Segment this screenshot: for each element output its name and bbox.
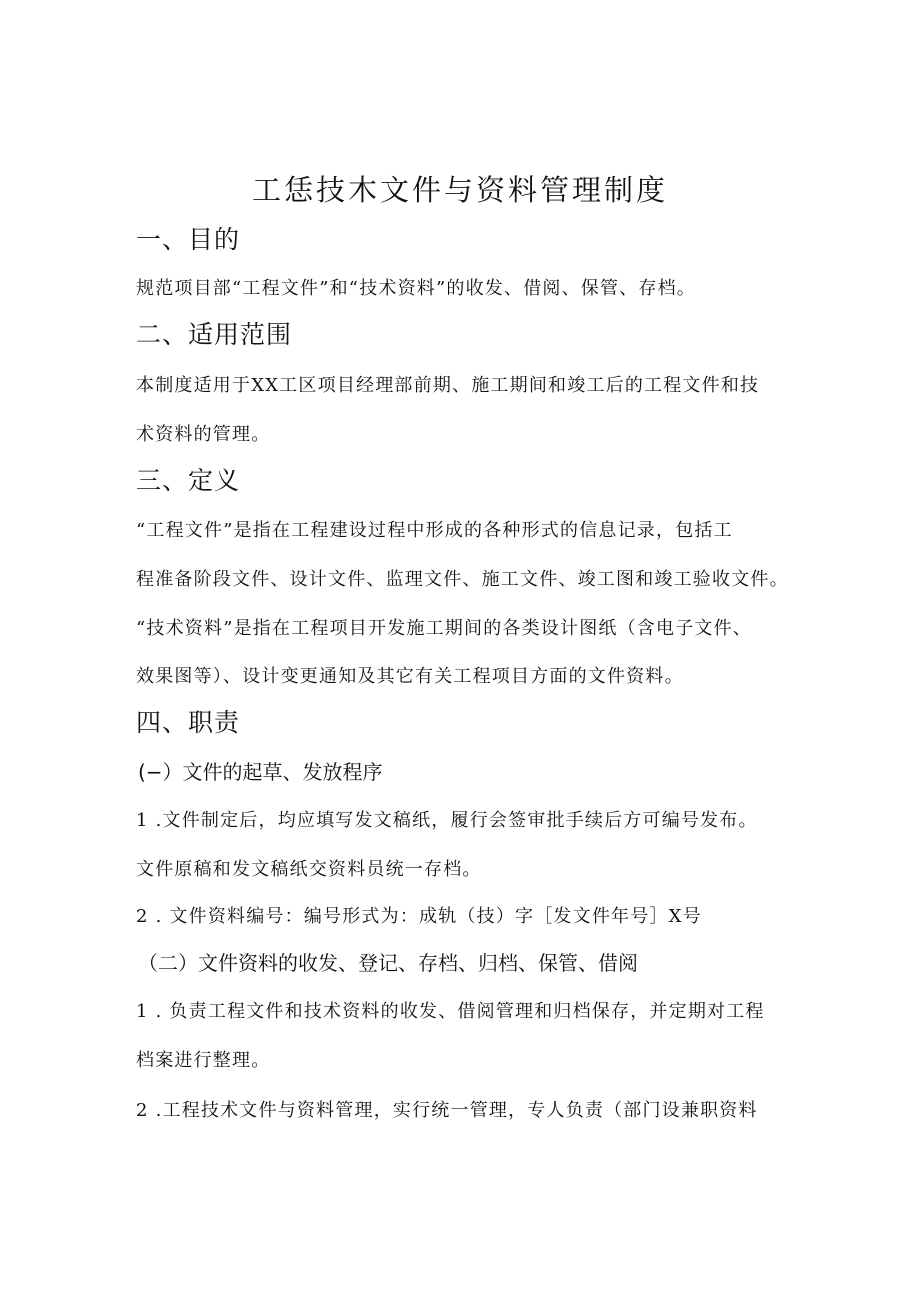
drafting-item-2: 2 . 文件资料编号：编号形式为：成轨（技）字［发文件年号］X号 xyxy=(136,906,702,927)
definition-text-line-4: 效果图等）、设计变更通知及其它有关工程项目方面的文件资料。 xyxy=(136,666,684,687)
management-item-1-line-1: 1 . 负责工程文件和技术资料的收发、借阅管理和归档保存，并定期对工程 xyxy=(136,1001,765,1022)
section-heading-scope: 二、适用范围 xyxy=(136,320,293,349)
management-item-1-line-2: 档案进行整理。 xyxy=(136,1050,271,1071)
scope-text-line-1: 本制度适用于XX工区项目经理部前期、施工期间和竣工后的工程文件和技 xyxy=(136,375,760,396)
section-heading-duties: 四、职责 xyxy=(136,708,241,737)
drafting-item-1-line-1: 1 .文件制定后，均应填写发文稿纸，履行会签审批手续后方可编号发布。 xyxy=(136,810,758,831)
definition-text-line-1: “工程文件”是指在工程建设过程中形成的各种形式的信息记录，包括工 xyxy=(136,520,733,541)
section-heading-definition: 三、定义 xyxy=(136,466,241,495)
section-heading-purpose: 一、目的 xyxy=(136,225,241,254)
definition-text-line-3: “技术资料”是指在工程项目开发施工期间的各类设计图纸（含电子文件、 xyxy=(136,618,753,639)
drafting-item-1-line-2: 文件原稿和发文稿纸交资料员统一存档。 xyxy=(136,859,482,880)
subsection-heading-drafting: (−）文件的起草、发放程序 xyxy=(138,760,383,784)
subsection-heading-management: （二）文件资料的收发、登记、存档、归档、保管、借阅 xyxy=(138,951,638,975)
management-item-2-line-1: 2 .工程技术文件与资料管理，实行统一管理，专人负责（部门设兼职资料 xyxy=(136,1100,758,1121)
document-title: 工恁技木文件与资料管理制度 xyxy=(251,173,668,207)
definition-text-line-2: 程准备阶段文件、设计文件、监理文件、施工文件、竣工图和竣工验收文件。 xyxy=(136,569,789,590)
scope-text-line-2: 术资料的管理。 xyxy=(136,424,271,445)
purpose-text: 规范项目部“工程文件”和“技术资料”的收发、借阅、保管、存档。 xyxy=(136,278,697,299)
